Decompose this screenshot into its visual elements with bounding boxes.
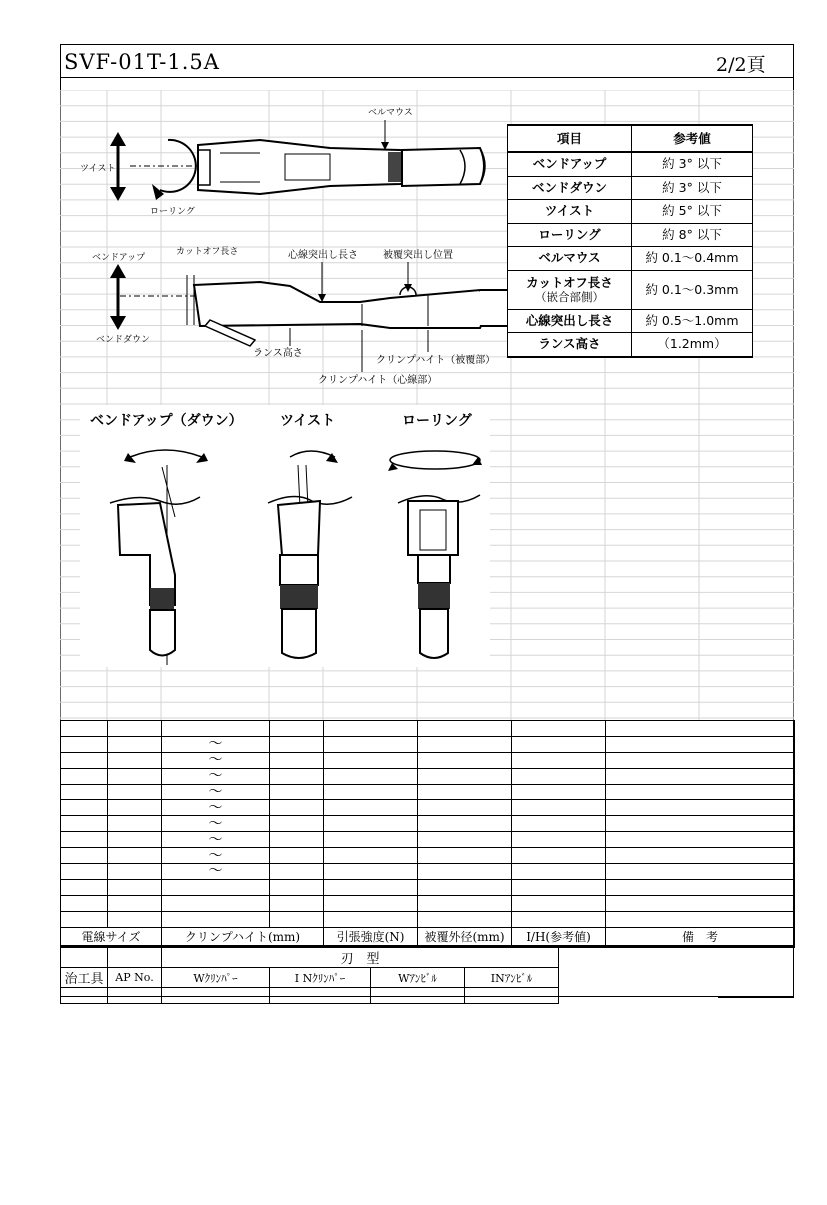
table-cell xyxy=(108,832,162,848)
footer-blank xyxy=(108,948,162,968)
table-cell xyxy=(418,768,512,784)
table-cell xyxy=(61,736,108,752)
header-ih: I/H(参考値) xyxy=(512,927,606,946)
table-cell xyxy=(418,752,512,768)
spec-item: ツイスト xyxy=(508,200,632,224)
table-cell xyxy=(162,879,270,895)
table-cell xyxy=(61,848,108,864)
table-cell xyxy=(512,768,606,784)
table-row xyxy=(61,848,795,864)
table-cell xyxy=(324,879,418,895)
deformation-figures xyxy=(80,405,490,667)
table-row xyxy=(61,736,795,752)
header-remarks: 備 考 xyxy=(606,927,795,946)
bell-mouth-label: ベルマウス xyxy=(368,108,413,118)
twist-label: ツイスト xyxy=(80,164,116,174)
table-cell xyxy=(270,816,324,832)
blade-type-label: 刃 型 xyxy=(162,948,559,968)
table-cell xyxy=(418,911,512,927)
table-cell xyxy=(512,721,606,737)
spec-item: ベンドダウン xyxy=(508,176,632,200)
insulation-protrusion-label: 被覆突出し位置 xyxy=(383,250,453,261)
footer-cell xyxy=(270,988,371,1004)
table-cell xyxy=(61,911,108,927)
spec-value: 約 3° 以下 xyxy=(632,176,753,200)
range-tilde: ～ xyxy=(162,848,270,864)
footer-cell xyxy=(465,988,559,1004)
table-cell xyxy=(418,879,512,895)
table-row xyxy=(61,721,795,737)
table-cell xyxy=(108,879,162,895)
table-cell xyxy=(418,800,512,816)
table-cell xyxy=(512,879,606,895)
table-cell xyxy=(418,864,512,880)
table-cell xyxy=(61,768,108,784)
table-cell xyxy=(606,721,795,737)
table-cell xyxy=(418,832,512,848)
spec-item: 心線突出し長さ xyxy=(508,309,632,333)
footer-blank xyxy=(61,948,108,968)
spec-item-text: カットオフ長さ xyxy=(526,274,613,290)
table-cell xyxy=(108,895,162,911)
bend-down-label: ベンドダウン xyxy=(96,335,151,345)
spec-value: 約 0.1～0.4mm xyxy=(632,247,753,271)
table-row xyxy=(61,911,795,927)
table-cell xyxy=(270,784,324,800)
table-cell xyxy=(108,768,162,784)
table-cell xyxy=(270,721,324,737)
spec-item: ローリング xyxy=(508,223,632,247)
table-cell xyxy=(61,895,108,911)
table-cell xyxy=(61,721,108,737)
table-cell xyxy=(61,879,108,895)
spec-header-value: 参考値 xyxy=(632,125,753,152)
table-cell xyxy=(512,816,606,832)
table-cell xyxy=(418,721,512,737)
table-cell xyxy=(606,816,795,832)
table-cell xyxy=(606,895,795,911)
table-cell xyxy=(324,800,418,816)
table-cell xyxy=(512,752,606,768)
w-crimper-label: Wｸﾘﾝﾊﾟｰ xyxy=(162,968,270,988)
cutoff-length-label: カットオフ長さ xyxy=(176,247,239,257)
table-cell xyxy=(61,752,108,768)
spec-item xyxy=(508,270,632,309)
footer-cell xyxy=(108,988,162,1004)
table-cell xyxy=(108,752,162,768)
table-cell xyxy=(270,911,324,927)
table-row xyxy=(61,832,795,848)
table-cell xyxy=(418,784,512,800)
table-cell xyxy=(418,895,512,911)
table-cell xyxy=(606,736,795,752)
table-cell xyxy=(606,784,795,800)
table-cell xyxy=(270,879,324,895)
spec-value: （1.2mm） xyxy=(632,333,753,357)
table-cell xyxy=(108,721,162,737)
table-cell xyxy=(108,848,162,864)
table-cell xyxy=(270,736,324,752)
table-cell xyxy=(324,752,418,768)
range-tilde: ～ xyxy=(162,768,270,784)
table-cell xyxy=(61,784,108,800)
rolling-label: ローリング xyxy=(150,207,195,217)
spec-value: 約 0.1～0.3mm xyxy=(632,270,753,309)
table-cell xyxy=(108,816,162,832)
table-cell xyxy=(324,784,418,800)
range-tilde: ～ xyxy=(162,752,270,768)
table-cell xyxy=(606,768,795,784)
table-cell xyxy=(324,895,418,911)
header-tensile-strength: 引張強度(N) xyxy=(324,927,418,946)
tool-table xyxy=(60,947,795,1004)
table-cell xyxy=(512,848,606,864)
table-row xyxy=(61,752,795,768)
title-divider xyxy=(60,77,794,78)
w-anvil-label: Wｱﾝﾋﾞﾙ xyxy=(371,968,465,988)
table-cell xyxy=(606,832,795,848)
spec-value: 約 8° 以下 xyxy=(632,223,753,247)
spec-header-item: 項目 xyxy=(508,125,632,152)
lance-height-label: ランス高さ xyxy=(253,348,303,359)
spec-value: 約 0.5～1.0mm xyxy=(632,309,753,333)
tool-label: 治工具 xyxy=(61,968,108,988)
page-number: 2/2頁 xyxy=(716,54,766,76)
table-cell xyxy=(270,864,324,880)
crimp-height-insulation-label: クリンプハイト（被覆部） xyxy=(376,355,496,366)
crimp-height-core-label: クリンプハイト（心線部） xyxy=(318,375,438,386)
header-insulation-od: 被覆外径(mm) xyxy=(418,927,512,946)
range-tilde: ～ xyxy=(162,864,270,880)
crimp-table-header xyxy=(61,927,795,946)
footer-cell xyxy=(371,988,465,1004)
in-anvil-label: INｱﾝﾋﾞﾙ xyxy=(465,968,559,988)
footer-cell xyxy=(61,988,108,1004)
table-cell xyxy=(606,879,795,895)
table-row xyxy=(61,800,795,816)
table-cell xyxy=(270,848,324,864)
table-cell xyxy=(512,911,606,927)
table-cell xyxy=(61,816,108,832)
table-cell xyxy=(606,848,795,864)
table-cell xyxy=(512,864,606,880)
figure-twist-title: ツイスト xyxy=(280,413,336,429)
table-cell xyxy=(418,848,512,864)
bend-up-label: ベンドアップ xyxy=(92,253,146,263)
range-tilde: ～ xyxy=(162,800,270,816)
table-row xyxy=(61,816,795,832)
table-cell xyxy=(270,768,324,784)
table-row xyxy=(61,895,795,911)
footer-end-line xyxy=(718,996,794,998)
table-cell xyxy=(512,800,606,816)
table-cell xyxy=(162,895,270,911)
footer-cell xyxy=(162,988,270,1004)
spec-item: ランス高さ xyxy=(508,333,632,357)
figure-bend-title: ベンドアップ（ダウン） xyxy=(90,413,243,429)
table-cell xyxy=(108,800,162,816)
in-crimper-label: I Nｸﾘﾝﾊﾟｰ xyxy=(270,968,371,988)
table-cell xyxy=(606,911,795,927)
table-cell xyxy=(108,864,162,880)
header-wire-size: 電線サイズ xyxy=(61,927,162,946)
spec-item: ベルマウス xyxy=(508,247,632,271)
table-cell xyxy=(324,816,418,832)
table-cell xyxy=(270,832,324,848)
table-cell xyxy=(61,864,108,880)
table-cell xyxy=(418,816,512,832)
reference-spec-table xyxy=(507,124,753,358)
table-cell xyxy=(324,832,418,848)
table-cell xyxy=(324,911,418,927)
table-cell xyxy=(324,768,418,784)
table-cell xyxy=(606,864,795,880)
spec-value: 約 5° 以下 xyxy=(632,200,753,224)
header-crimp-height: クリンプハイト(mm) xyxy=(162,927,324,946)
terminal-diagram xyxy=(60,90,510,400)
table-cell xyxy=(512,784,606,800)
range-tilde: ～ xyxy=(162,736,270,752)
table-cell xyxy=(162,911,270,927)
table-cell xyxy=(61,800,108,816)
table-row xyxy=(61,784,795,800)
table-cell xyxy=(512,895,606,911)
core-protrusion-label: 心線突出し長さ xyxy=(288,250,358,261)
table-cell xyxy=(606,800,795,816)
table-cell xyxy=(512,736,606,752)
table-cell xyxy=(61,832,108,848)
table-cell xyxy=(162,721,270,737)
table-cell xyxy=(108,736,162,752)
table-cell xyxy=(270,752,324,768)
table-row xyxy=(61,879,795,895)
table-cell xyxy=(108,911,162,927)
table-cell xyxy=(606,752,795,768)
spec-item: ベンドアップ xyxy=(508,152,632,176)
range-tilde: ～ xyxy=(162,832,270,848)
spec-value: 約 3° 以下 xyxy=(632,152,753,176)
table-cell xyxy=(324,864,418,880)
table-cell xyxy=(324,736,418,752)
table-cell xyxy=(512,832,606,848)
table-cell xyxy=(324,721,418,737)
table-cell xyxy=(324,848,418,864)
spec-item-subtext: （嵌合部側） xyxy=(535,289,604,304)
table-cell xyxy=(270,895,324,911)
table-cell xyxy=(270,800,324,816)
range-tilde: ～ xyxy=(162,784,270,800)
document-title: SVF-01T-1.5A xyxy=(64,50,220,74)
table-cell xyxy=(108,784,162,800)
crimp-data-table xyxy=(60,720,795,947)
range-tilde: ～ xyxy=(162,816,270,832)
table-row xyxy=(61,768,795,784)
figure-rolling-title: ローリング xyxy=(402,413,472,429)
table-row xyxy=(61,864,795,880)
ap-no-label: AP No. xyxy=(108,968,162,988)
table-cell xyxy=(418,736,512,752)
